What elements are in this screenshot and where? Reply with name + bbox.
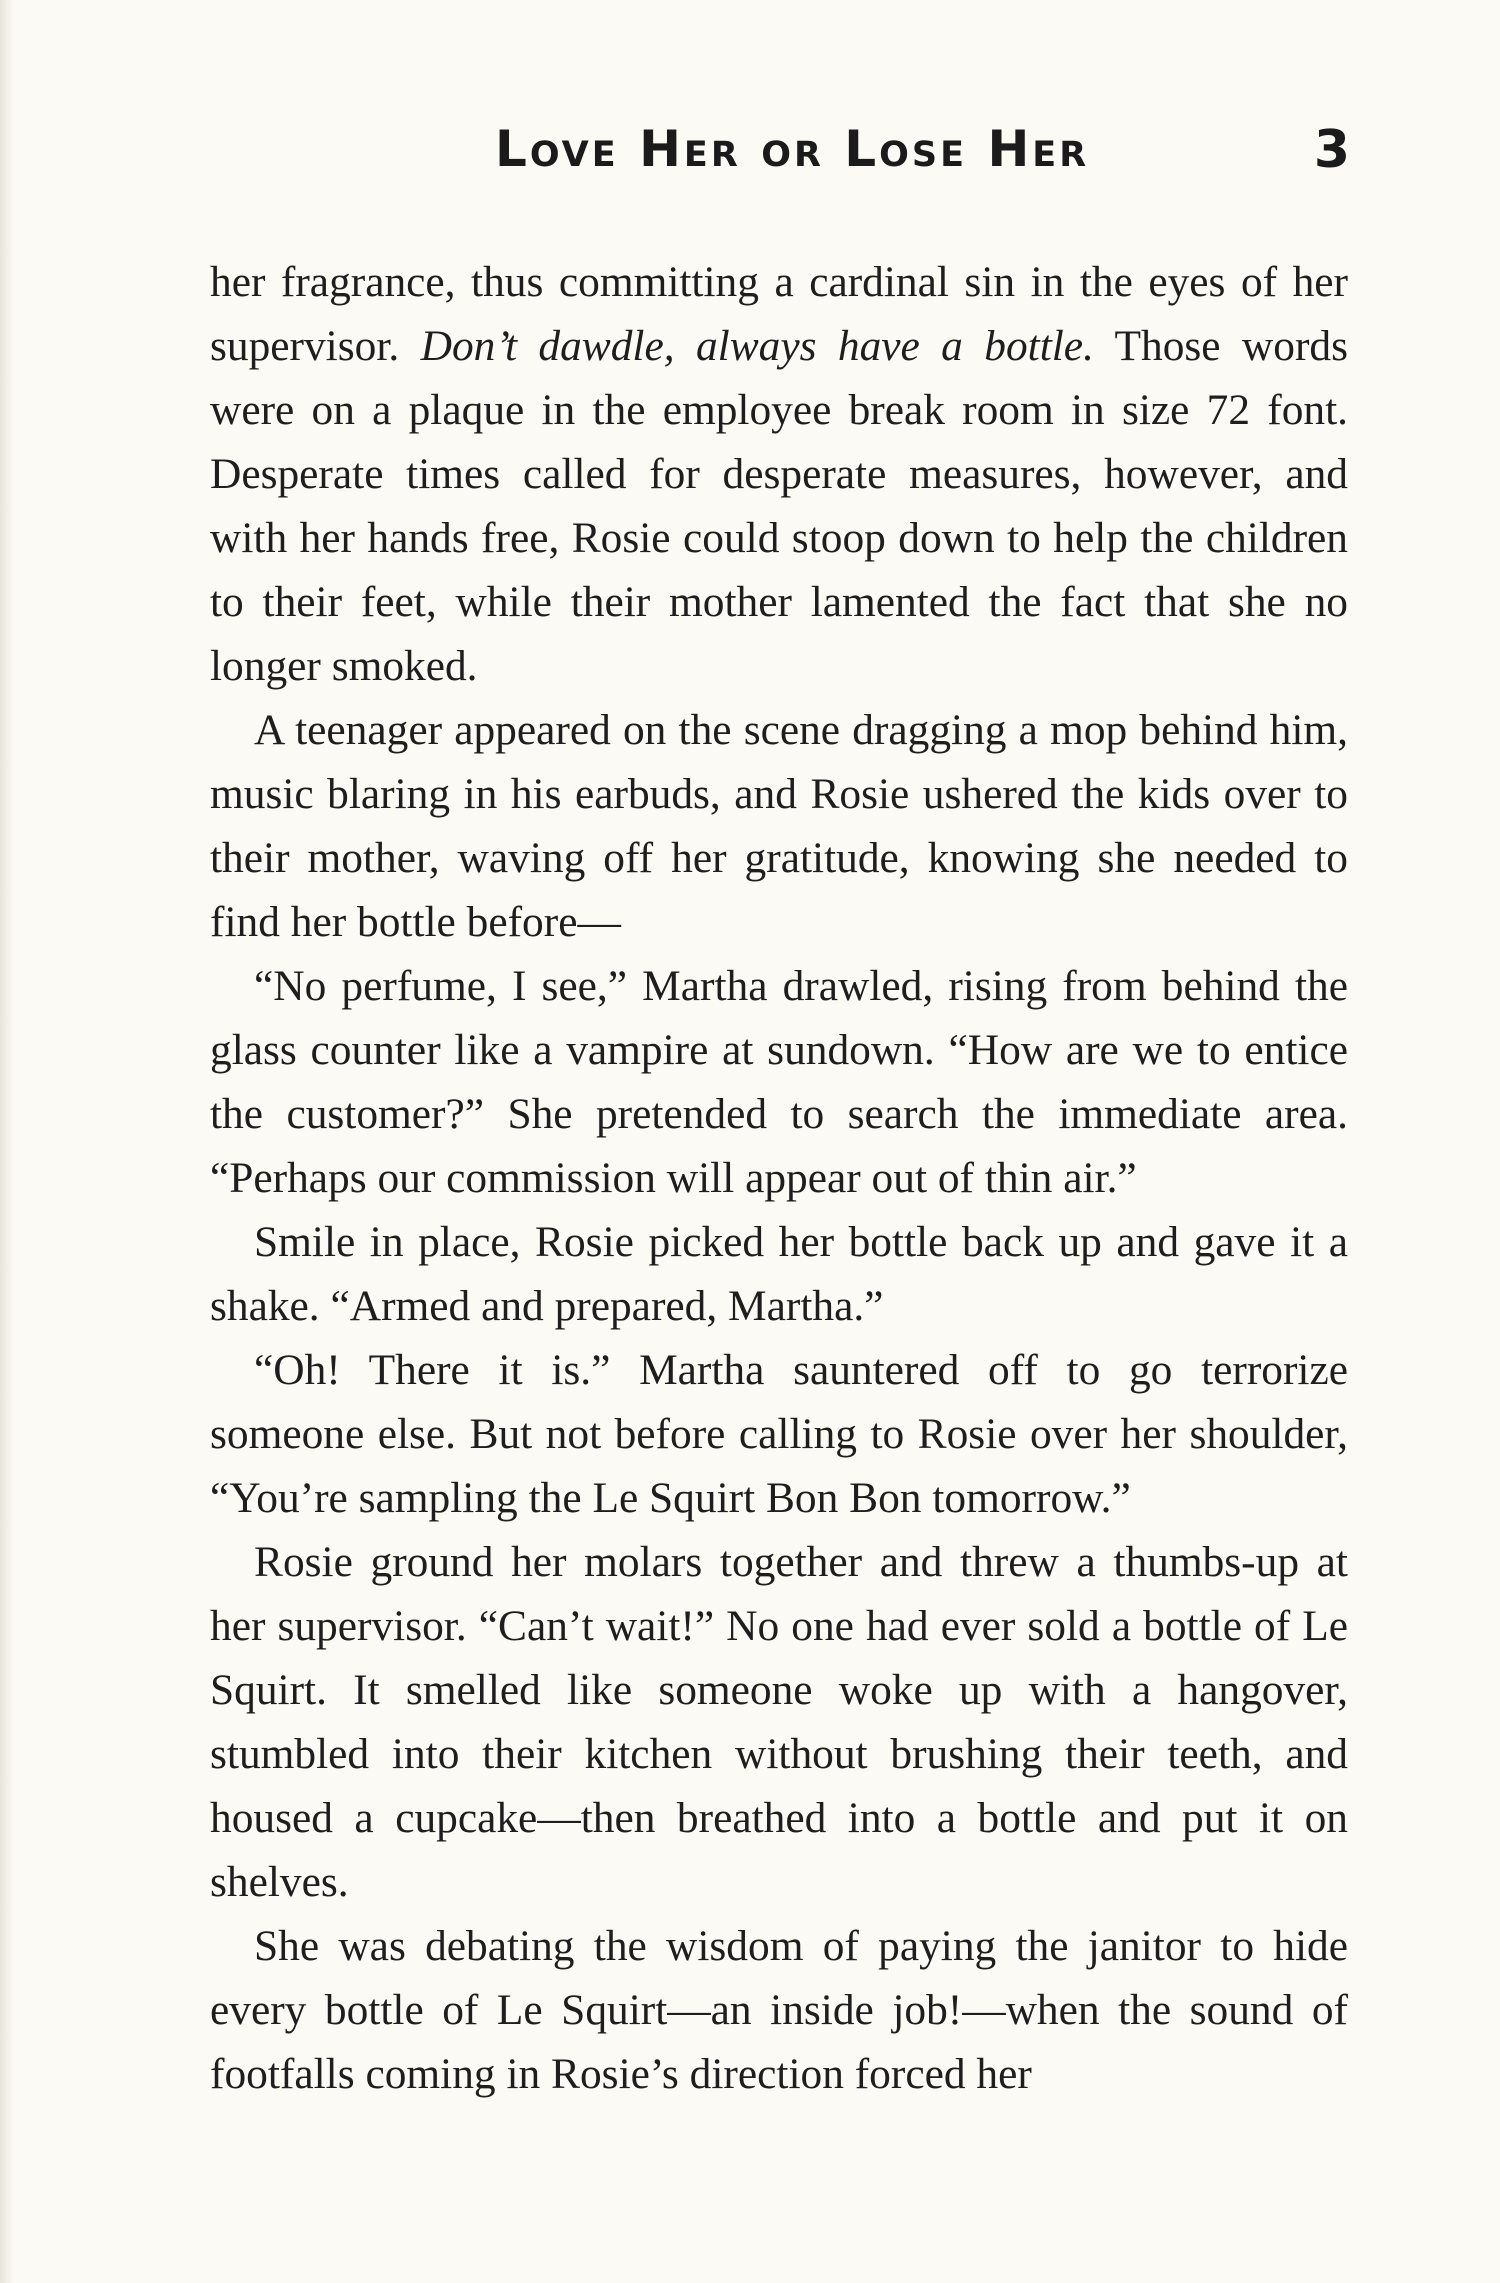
body-text <box>210 250 1348 2106</box>
paragraph-1-start: her fragrance, thus committing a cardinal sin in the eyes of her supervisor. <box>210 258 1348 370</box>
running-head <box>210 120 1350 200</box>
paragraph-3: “No perfume, I see,” Martha drawled, rising from behind the glass counter like a vampire at sundown. “How are we to entice the customer?” She pretended to search the immediate area. “Perhaps our commission will appear out of thin air.” <box>210 962 1348 1202</box>
paragraph-1 <box>210 250 1348 698</box>
paragraph-1-end: Those words were on a plaque in the employee break room in size 72 font. Desperate times called for desperate measures, however, and with her hands free, Rosie could stoop down to help the children to their feet, while their mother lamented the fact that she no longer smoked. <box>210 322 1348 690</box>
plaque-quote: Don’t dawdle, always have a bottle. <box>420 322 1094 370</box>
page-number: 3 <box>1313 120 1350 180</box>
paragraph-2: A teenager appeared on the scene dragging a mop behind him, music blaring in his earbuds, and Rosie ushered the kids over to their mother, waving off her gratitude, knowing she needed to find her bottle before— <box>210 706 1348 946</box>
paragraph-4: Smile in place, Rosie picked her bottle back up and gave it a shake. “Armed and prepared, Martha.” <box>210 1218 1348 1330</box>
paragraph-5: “Oh! There it is.” Martha sauntered off to go terrorize someone else. But not before calling to Rosie over her shoulder, “You’re sampling the Le Squirt Bon Bon tomorrow.” <box>210 1346 1348 1522</box>
paragraph-6: Rosie ground her molars together and threw a thumbs-up at her supervisor. “Can’t wait!” No one had ever sold a bottle of Le Squirt. It smelled like someone woke up with a hangover, stumbled into their kitchen without brushing their teeth, and housed a cupcake—then breathed into a bottle and put it on shelves. <box>210 1538 1348 1906</box>
running-head-title: Love Her or Lose Her <box>495 120 1090 178</box>
page-gutter-shadow <box>0 0 14 2283</box>
paragraph-7: She was debating the wisdom of paying the janitor to hide every bottle of Le Squirt—an inside job!—when the sound of footfalls coming in Rosie’s direction forced her <box>210 1922 1348 2098</box>
